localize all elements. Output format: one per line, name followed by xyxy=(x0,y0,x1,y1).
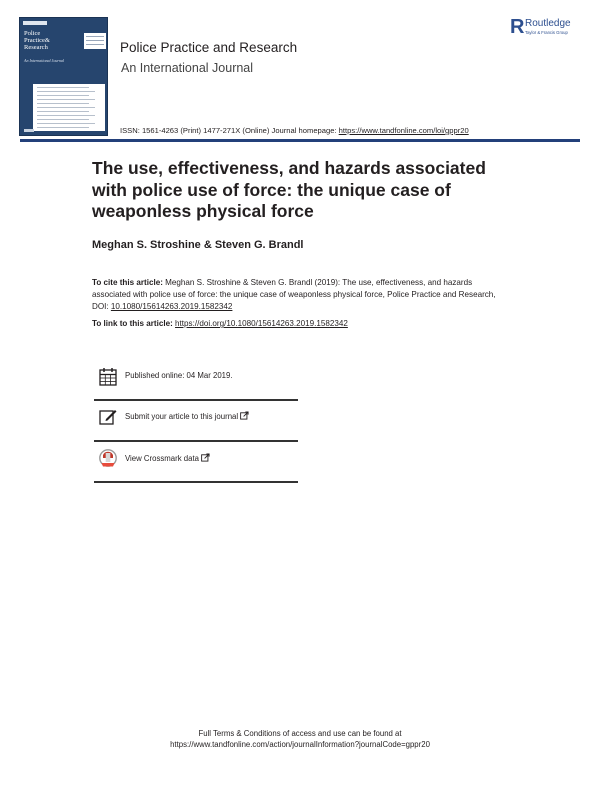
external-link-icon xyxy=(240,411,249,420)
crossmark-icon xyxy=(98,449,118,469)
cover-subtitle: An International Journal xyxy=(24,58,64,63)
journal-cover-image xyxy=(19,17,108,136)
crossmark-text: View Crossmark data xyxy=(125,454,199,463)
submit-article-text: Submit your article to this journal xyxy=(125,412,239,421)
article-authors: Meghan S. Stroshine & Steven G. Brandl xyxy=(92,239,304,251)
cover-title: Police Practice& Research xyxy=(24,30,50,51)
citation-block xyxy=(92,277,512,313)
link-label: To link to this article: xyxy=(92,319,173,328)
article-title: The use, effectiveness, and hazards associated with police use of force: the unique case of weaponless physical force xyxy=(92,158,486,221)
crossmark-link[interactable] xyxy=(125,453,210,463)
cover-contents-panel xyxy=(33,84,105,131)
citation-text: Meghan S. Stroshine & Steven G. Brandl (2019): The use, effectiveness, and hazards associated with police use of force: the unique case of weaponless physical force, Police Practice and Research, DOI: xyxy=(92,278,496,311)
cover-publisher-mark xyxy=(24,129,34,132)
edit-icon xyxy=(98,407,118,427)
citation-label: To cite this article: xyxy=(92,278,163,287)
issn-text: ISSN: 1561-4263 (Print) 1477-271X (Online) Journal homepage: xyxy=(120,126,339,135)
footer-terms: Full Terms & Conditions of access and use can be found at xyxy=(198,729,402,738)
publisher-tagline: Taylor & Francis Group xyxy=(525,30,568,35)
article-link-line xyxy=(92,319,348,328)
article-doi-url[interactable]: https://doi.org/10.1080/15614263.2019.1582342 xyxy=(175,319,348,328)
submit-article-link[interactable] xyxy=(125,411,249,421)
header-divider xyxy=(20,139,580,142)
published-online-text: Published online: 04 Mar 2019. xyxy=(125,371,233,380)
publisher-name: Routledge xyxy=(525,18,571,29)
cover-issue-box xyxy=(84,33,106,49)
calendar-icon xyxy=(98,367,118,387)
info-divider xyxy=(94,399,298,401)
footer-terms-url[interactable]: https://www.tandfonline.com/action/journalInformation?journalCode=gppr20 xyxy=(170,740,430,749)
routledge-r-icon: R xyxy=(510,16,525,38)
journal-title: Police Practice and Research xyxy=(120,40,298,55)
routledge-logo[interactable] xyxy=(510,17,580,39)
doi-link[interactable]: 10.1080/15614263.2019.1582342 xyxy=(110,302,233,311)
external-link-icon xyxy=(201,453,210,462)
issn-line xyxy=(120,126,469,135)
journal-subtitle: An International Journal xyxy=(121,61,254,75)
info-divider xyxy=(94,481,298,483)
cover-top-band xyxy=(23,21,47,25)
info-divider xyxy=(94,440,298,442)
journal-homepage-link[interactable]: https://www.tandfonline.com/loi/gppr20 xyxy=(338,126,469,135)
